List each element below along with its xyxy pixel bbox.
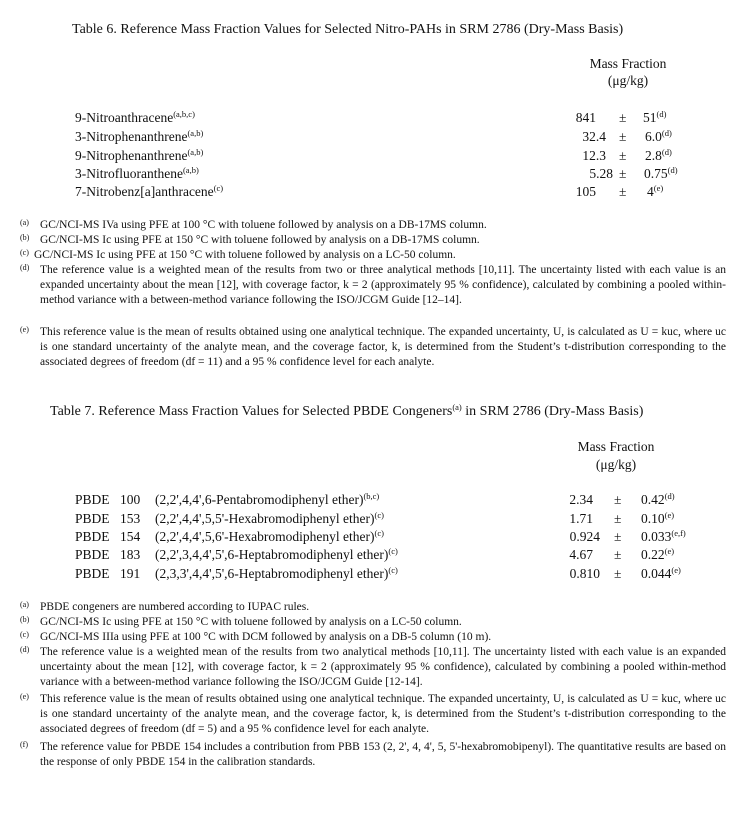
uncertainty: 0.22$^{(e)}$ xyxy=(641,546,675,562)
plus-minus: ± xyxy=(614,547,622,562)
plus-minus: ± xyxy=(614,529,622,544)
table6-title: Table 6. Reference Mass Fraction Values for Selected Nitro-PAHs in SRM 2786 (Dry-Mass Basis) xyxy=(72,22,624,37)
table-row xyxy=(0,529,740,547)
footnote-text: GC/NCI-MS Ic using PFE at 150 °C with toluene followed by analysis on a LC-50 column. xyxy=(40,616,462,628)
plus-minus: ± xyxy=(614,511,622,526)
footnote-text: GC/NCI-MS Ic using PFE at 150 °C with toluene followed by analysis on a DB-17MS column. xyxy=(40,234,480,246)
mass-fraction-value: 32.4 xyxy=(582,129,606,144)
footnote xyxy=(20,218,726,233)
footnote-marker: (c) xyxy=(20,248,29,257)
footnote-text: GC/NCI-MS IIIa using PFE at 100 °C with DCM followed by analysis on a DB-5 column (10 m). xyxy=(40,631,492,643)
plus-minus: ± xyxy=(619,166,627,181)
footnote xyxy=(20,233,726,248)
uncertainty: 0.044$^{(e)}$ xyxy=(641,565,681,581)
pbde-label: PBDE xyxy=(75,547,110,562)
footnote xyxy=(20,645,726,691)
footnote xyxy=(20,630,726,645)
table-row xyxy=(0,492,740,510)
plus-minus: ± xyxy=(619,184,627,199)
table-row xyxy=(0,166,740,184)
footnote xyxy=(20,248,726,263)
pbde-label: PBDE xyxy=(75,492,110,507)
pbde-number: 191 xyxy=(120,566,141,581)
footnote xyxy=(20,692,726,738)
pbde-label: PBDE xyxy=(75,529,110,544)
footnote xyxy=(20,600,726,615)
footnote xyxy=(20,325,726,371)
table-row xyxy=(0,129,740,147)
footnote-marker: (a) xyxy=(20,218,29,227)
mass-fraction-value: 2.34 xyxy=(569,492,593,507)
plus-minus: ± xyxy=(619,148,627,163)
footnote xyxy=(20,615,726,630)
compound-name: 9-Nitrophenanthrene$^{(a,b)}$ xyxy=(75,147,204,163)
footnote-text: This reference value is the mean of results obtained using one analytical technique. The expanded uncertainty, U, is calculated as U = kuc, where uc is one standard uncertainty of the analyte mean, and the coverage factor, k, is determined from the Student’s t-distribution corresponding to the associated degrees of freedom (df = 5) and a 95 % confidence level for each analyte. xyxy=(40,693,726,736)
pbde-number: 100 xyxy=(120,492,141,507)
uncertainty: 0.10$^{(e)}$ xyxy=(641,510,675,526)
pbde-number: 183 xyxy=(120,547,141,562)
footnote-marker: (b) xyxy=(20,615,30,624)
compound-name: 9-Nitroanthracene$^{(a,b,c)}$ xyxy=(75,109,195,125)
pbde-label: PBDE xyxy=(75,566,110,581)
footnote-marker: (d) xyxy=(20,263,30,272)
pbde-number: 153 xyxy=(120,511,141,526)
table-row xyxy=(0,566,740,584)
footnote-text: GC/NCI-MS IVa using PFE at 100 °C with toluene followed by analysis on a DB-17MS column. xyxy=(40,219,487,231)
uncertainty: 0.42$^{(d)}$ xyxy=(641,491,675,507)
plus-minus: ± xyxy=(614,492,622,507)
mass-fraction-value: 0.924 xyxy=(569,529,600,544)
footnote-marker: (b) xyxy=(20,233,30,242)
table-row xyxy=(0,547,740,565)
mass-fraction-value: 1.71 xyxy=(569,511,593,526)
footnote-marker: (c) xyxy=(20,630,29,639)
compound-name: 3-Nitrofluoranthene$^{(a,b)}$ xyxy=(75,165,199,181)
plus-minus: ± xyxy=(619,129,627,144)
table-row xyxy=(0,148,740,166)
pbde-name: (2,2',3,4,4',5',6-Heptabromodiphenyl ether)$^{(c)}$ xyxy=(155,546,398,562)
table-row xyxy=(0,184,740,202)
footnote-text: The reference value is a weighted mean of the results from two or three analytical methods [10,11]. The uncertainty listed with each value is an expanded uncertainty about the mean [12], with coverage factor, k = 2 (approximately 95 % confidence), calculated by combining a pooled within-method variance with a between-method variance following the ISO/JCGM Guide [12–14]. xyxy=(40,264,726,307)
table-row xyxy=(0,511,740,529)
plus-minus: ± xyxy=(619,110,627,125)
mass-fraction-value: 5.28 xyxy=(589,166,613,181)
footnote-text: This reference value is the mean of results obtained using one analytical technique. The expanded uncertainty, U, is calculated as U = kuc, where uc is one standard uncertainty of the analyte mean, and the coverage factor, k, is determined from the Student’s t-distribution corresponding to the associated degrees of freedom (df = 11) and a 95 % confidence level for each analyte. xyxy=(40,326,726,369)
compound-name: 3-Nitrophenanthrene$^{(a,b)}$ xyxy=(75,128,204,144)
uncertainty: 4$^{(e)}$ xyxy=(647,183,664,199)
table7-title: Table 7. Reference Mass Fraction Values for Selected PBDE Congeners$^{(a)}$ in SRM 2786 (Dry-Mass Basis) xyxy=(50,402,644,419)
footnote-marker: (d) xyxy=(20,645,30,654)
footnote-text: GC/NCI-MS Ic using PFE at 150 °C with toluene followed by analysis on a LC-50 column. xyxy=(34,249,456,261)
table7-header-line1: Mass Fraction xyxy=(577,439,655,454)
footnote-marker: (f) xyxy=(20,740,28,749)
pbde-number: 154 xyxy=(120,529,141,544)
mass-fraction-value: 4.67 xyxy=(569,547,593,562)
compound-name: 7-Nitrobenz[a]anthracene$^{(c)}$ xyxy=(75,183,224,199)
table7-header-line2: (μg/kg) xyxy=(595,457,637,472)
uncertainty: 0.75$^{(d)}$ xyxy=(644,165,678,181)
plus-minus: ± xyxy=(614,566,622,581)
pbde-name: (2,3,3',4,4',5',6-Heptabromodiphenyl ether)$^{(c)}$ xyxy=(155,565,398,581)
uncertainty: 6.0$^{(d)}$ xyxy=(645,128,672,144)
pbde-label: PBDE xyxy=(75,511,110,526)
footnote xyxy=(20,740,726,770)
pbde-name: (2,2',4,4',5,5'-Hexabromodiphenyl ether)$^{(c)}$ xyxy=(155,510,384,526)
table6-header-line2: (μg/kg) xyxy=(607,73,649,88)
mass-fraction-value: 0.810 xyxy=(569,566,600,581)
footnote-text: The reference value for PBDE 154 includes a contribution from PBB 153 (2, 2', 4, 4', 5, 5'-hexabromobipenyl). The quantitative results are based on the response of only PBDE 154 in the calibration standards. xyxy=(40,741,726,769)
footnote-text: PBDE congeners are numbered according to IUPAC rules. xyxy=(40,601,310,613)
uncertainty: 2.8$^{(d)}$ xyxy=(645,147,672,163)
mass-fraction-value: 12.3 xyxy=(582,148,606,163)
uncertainty: 51$^{(d)}$ xyxy=(643,109,667,125)
footnote-text: The reference value is a weighted mean of the results from two analytical methods [10,11]. The uncertainty listed with each value is an expanded uncertainty about the mean [12], with coverage factor, k = 2 (approximately 95 % confidence), calculated by combining a pooled within-method variance with a between-method variance following the ISO/JCGM Guide [12-14]. xyxy=(40,646,726,689)
footnote xyxy=(20,263,726,309)
footnote-marker: (a) xyxy=(20,600,29,609)
uncertainty: 0.033$^{(e,f)}$ xyxy=(641,528,686,544)
table6-header-line1: Mass Fraction xyxy=(589,56,667,71)
footnote-marker: (e) xyxy=(20,325,29,334)
pbde-name: (2,2',4,4',5,6'-Hexabromodiphenyl ether)$^{(c)}$ xyxy=(155,528,384,544)
mass-fraction-value: 841 xyxy=(575,110,596,125)
pbde-name: (2,2',4,4',6-Pentabromodiphenyl ether)$^{(b,c)}$ xyxy=(155,491,380,507)
footnote-marker: (e) xyxy=(20,692,29,701)
mass-fraction-value: 105 xyxy=(575,184,596,199)
table-row xyxy=(0,110,740,128)
